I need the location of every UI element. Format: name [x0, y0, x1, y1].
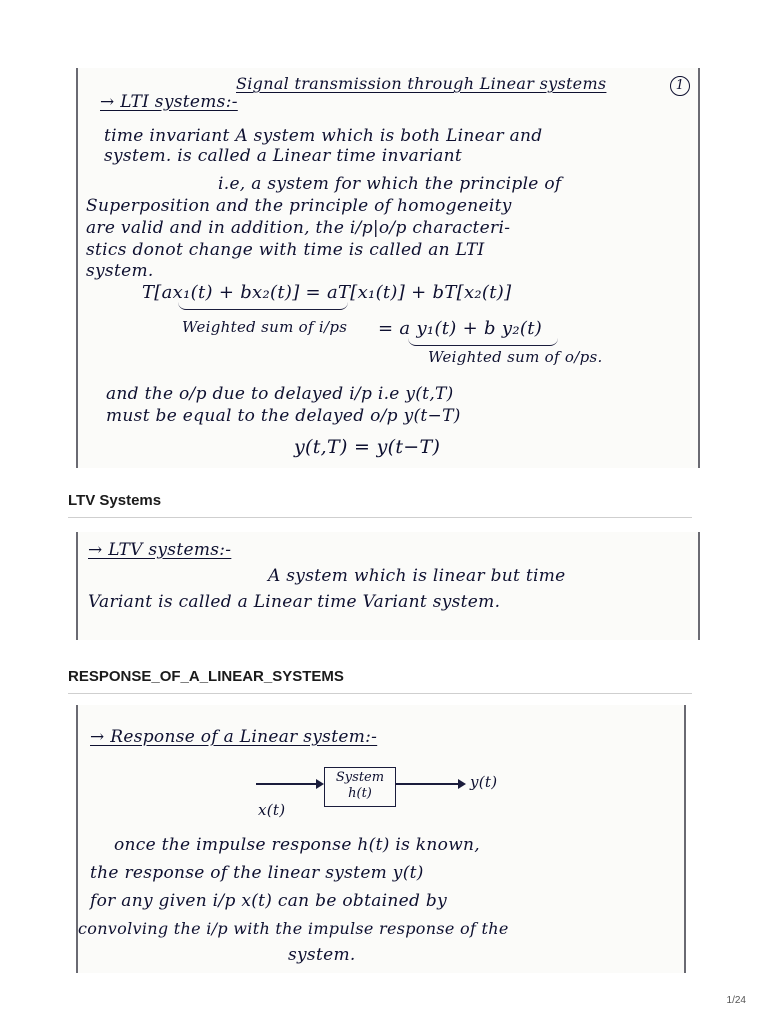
note-line: system. is called a Linear time invariant: [104, 146, 463, 166]
note-line: are valid and in addition, the i/p|o/p characteri-: [86, 218, 511, 238]
ltv-heading: → LTV systems:-: [88, 540, 232, 560]
equation-outputs: = a y₁(t) + b y₂(t): [378, 318, 543, 339]
equation-time-invariance: y(t,T) = y(t−T): [294, 436, 441, 458]
note-line: Variant is called a Linear time Variant system.: [88, 592, 501, 612]
output-signal-label: y(t): [470, 773, 498, 791]
underbrace-outputs: [408, 338, 558, 346]
note-line: Superposition and the principle of homogeneity: [86, 196, 512, 216]
divider: [68, 693, 692, 694]
handwritten-note-ltv: [76, 532, 700, 640]
note-line: once the impulse response h(t) is known,: [114, 835, 480, 855]
note-line: system.: [86, 261, 154, 281]
note-line: i.e, a system for which the principle of: [218, 174, 562, 194]
weighted-inputs-label: Weighted sum of i/ps: [182, 318, 348, 336]
section-heading-ltv: LTV Systems: [68, 492, 162, 509]
note-title: Signal transmission through Linear systems: [236, 74, 607, 93]
note-line: stics donot change with time is called an LTI: [86, 240, 485, 260]
weighted-outputs-label: Weighted sum of o/ps.: [428, 348, 603, 366]
input-signal-label: x(t): [258, 801, 286, 819]
input-arrow: [256, 783, 322, 785]
page-mark: 1: [670, 76, 690, 96]
note-line: must be equal to the delayed o/p y(t−T): [106, 406, 461, 426]
handwritten-note-lti: [76, 68, 700, 468]
impulse-response-label: h(t): [348, 786, 372, 801]
system-label: System: [335, 770, 385, 785]
page-counter: 1/24: [726, 995, 746, 1006]
note-line: and the o/p due to delayed i/p i.e y(t,T): [106, 384, 454, 404]
underbrace-inputs: [178, 302, 348, 310]
equation-superposition: T[ax₁(t) + bx₂(t)] = aT[x₁(t)] + bT[x₂(t)]: [142, 282, 512, 303]
system-block: [324, 767, 396, 807]
section-heading-response: RESPONSE_OF_A_LINEAR_SYSTEMS: [68, 668, 344, 685]
note-line: convolving the i/p with the impulse response of the: [78, 919, 509, 938]
note-line: time invariant A system which is both Linear and: [104, 126, 543, 146]
handwritten-note-response: [76, 705, 686, 973]
note-line: system.: [288, 945, 356, 965]
note-line: the response of the linear system y(t): [90, 863, 424, 883]
output-arrow: [396, 783, 464, 785]
response-heading: → Response of a Linear system:-: [90, 727, 378, 747]
lti-heading: → LTI systems:-: [100, 92, 238, 112]
divider: [68, 517, 692, 518]
note-line: A system which is linear but time: [268, 566, 566, 586]
note-line: for any given i/p x(t) can be obtained by: [90, 891, 447, 911]
